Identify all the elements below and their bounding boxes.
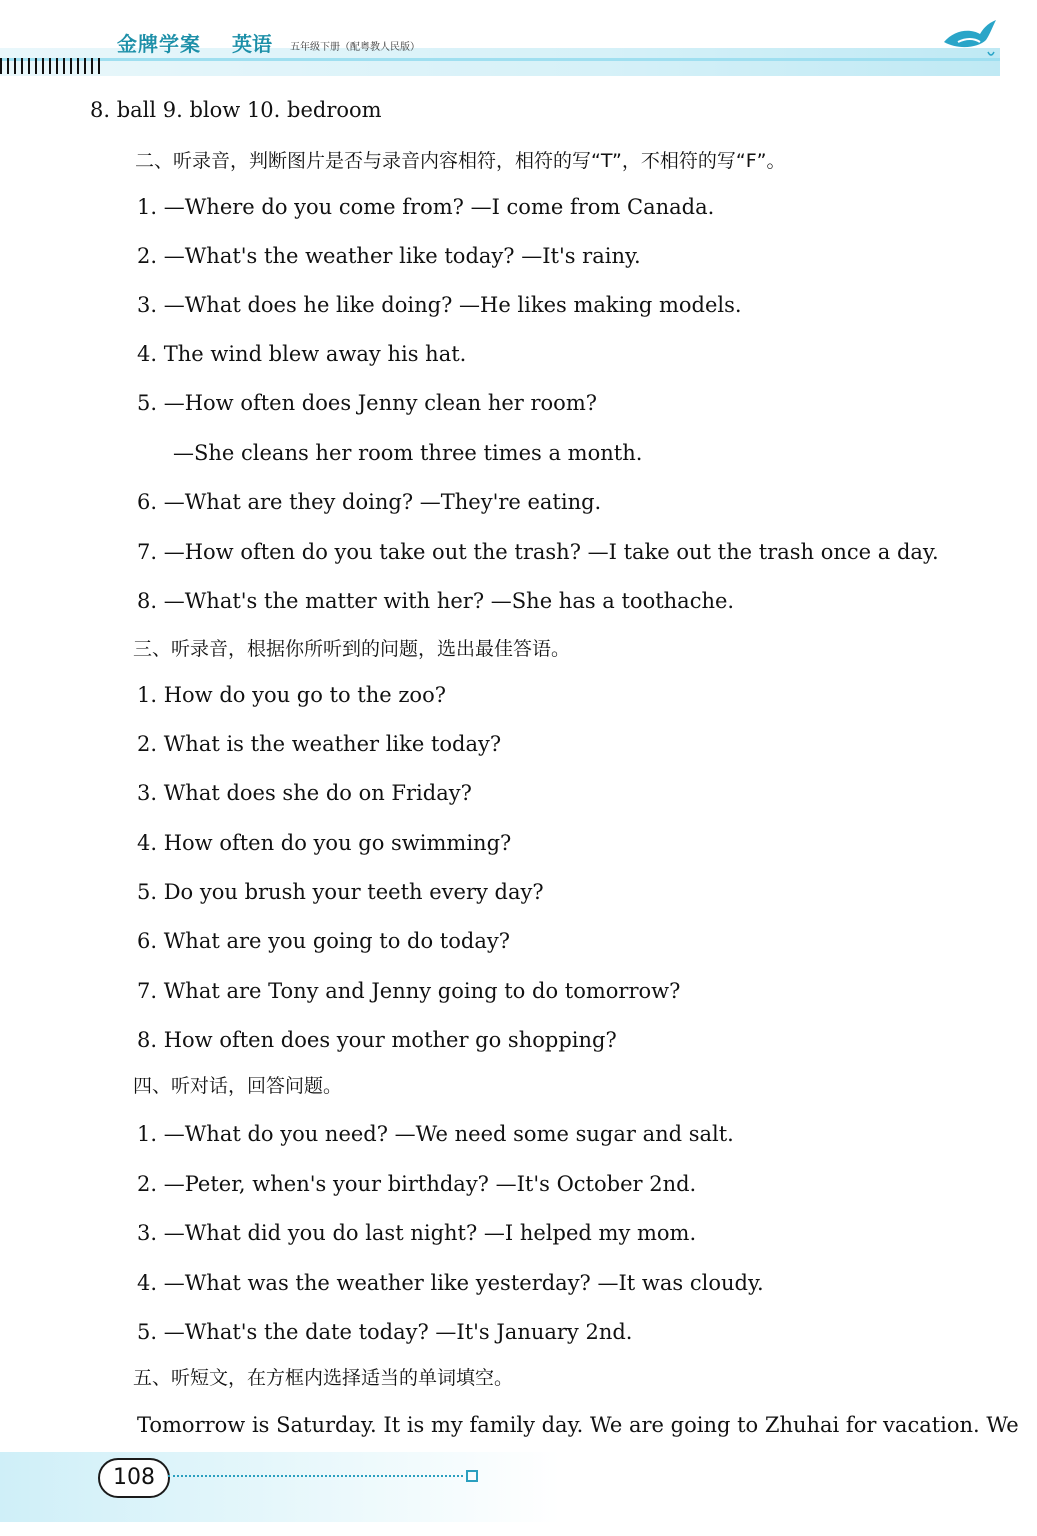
header-rule [0, 58, 1000, 61]
answer-line: 7. What are Tony and Jenny going to do tomorrow? [137, 979, 681, 1003]
answer-line: 1. —What do you need? —We need some sugar and salt. [137, 1122, 734, 1146]
footer-square-icon [466, 1470, 478, 1482]
answer-line: 6. —What are they doing? —They're eating. [137, 490, 602, 514]
section-heading: 四、听对话，回答问题。 [133, 1075, 343, 1097]
answer-line: 3. What does she do on Friday? [137, 781, 472, 805]
section-heading: 五、听短文，在方框内选择适当的单词填空。 [133, 1367, 514, 1389]
answer-line: 5. —How often does Jenny clean her room? [137, 391, 597, 415]
answer-line: 4. How often do you go swimming? [137, 831, 512, 855]
answer-line: 5. Do you brush your teeth every day? [137, 880, 544, 904]
answer-line: 2. —Peter, when's your birthday? —It's October 2nd. [137, 1172, 697, 1196]
answer-line: —She cleans her room three times a month. [173, 441, 643, 465]
answer-line: 5. —What's the date today? —It's January 2nd. [137, 1320, 633, 1344]
answer-line: 3. —What did you do last night? —I helped my mom. [137, 1221, 697, 1245]
answer-line: 4. The wind blew away his hat. [137, 342, 467, 366]
answer-line: 1. —Where do you come from? —I come from Canada. [137, 195, 715, 219]
bird-logo-icon [940, 12, 1000, 62]
section-heading: 三、听录音，根据你所听到的问题，选出最佳答语。 [133, 638, 571, 660]
footer-band [0, 1452, 560, 1522]
section-heading: 二、听录音，判断图片是否与录音内容相符，相符的写“T”，不相符的写“F”。 [135, 150, 786, 172]
page-header [0, 0, 1037, 82]
book-title: 金牌学案 [117, 32, 201, 56]
answer-line: Tomorrow is Saturday. It is my family day. We are going to Zhuhai for vacation. We [137, 1413, 1019, 1437]
footer-dotted-rule [168, 1475, 463, 1477]
page-number: 108 [98, 1458, 170, 1498]
answer-line: 8. ball 9. blow 10. bedroom [90, 98, 382, 122]
answer-line: 4. —What was the weather like yesterday? —It was cloudy. [137, 1271, 764, 1295]
answer-line: 3. —What does he like doing? —He likes making models. [137, 293, 742, 317]
answer-line: 2. —What's the weather like today? —It's rainy. [137, 244, 641, 268]
subject-label: 英语 [232, 32, 272, 56]
answer-line: 6. What are you going to do today? [137, 929, 510, 953]
ruler-ticks [0, 58, 105, 74]
answer-line: 8. How often does your mother go shopping? [137, 1028, 617, 1052]
grade-label: 五年级下册（配粤教人民版） [290, 42, 420, 53]
answer-line: 8. —What's the matter with her? —She has a toothache. [137, 589, 735, 613]
answer-line: 2. What is the weather like today? [137, 732, 502, 756]
answer-line: 1. How do you go to the zoo? [137, 683, 446, 707]
answer-line: 7. —How often do you take out the trash? —I take out the trash once a day. [137, 540, 939, 564]
